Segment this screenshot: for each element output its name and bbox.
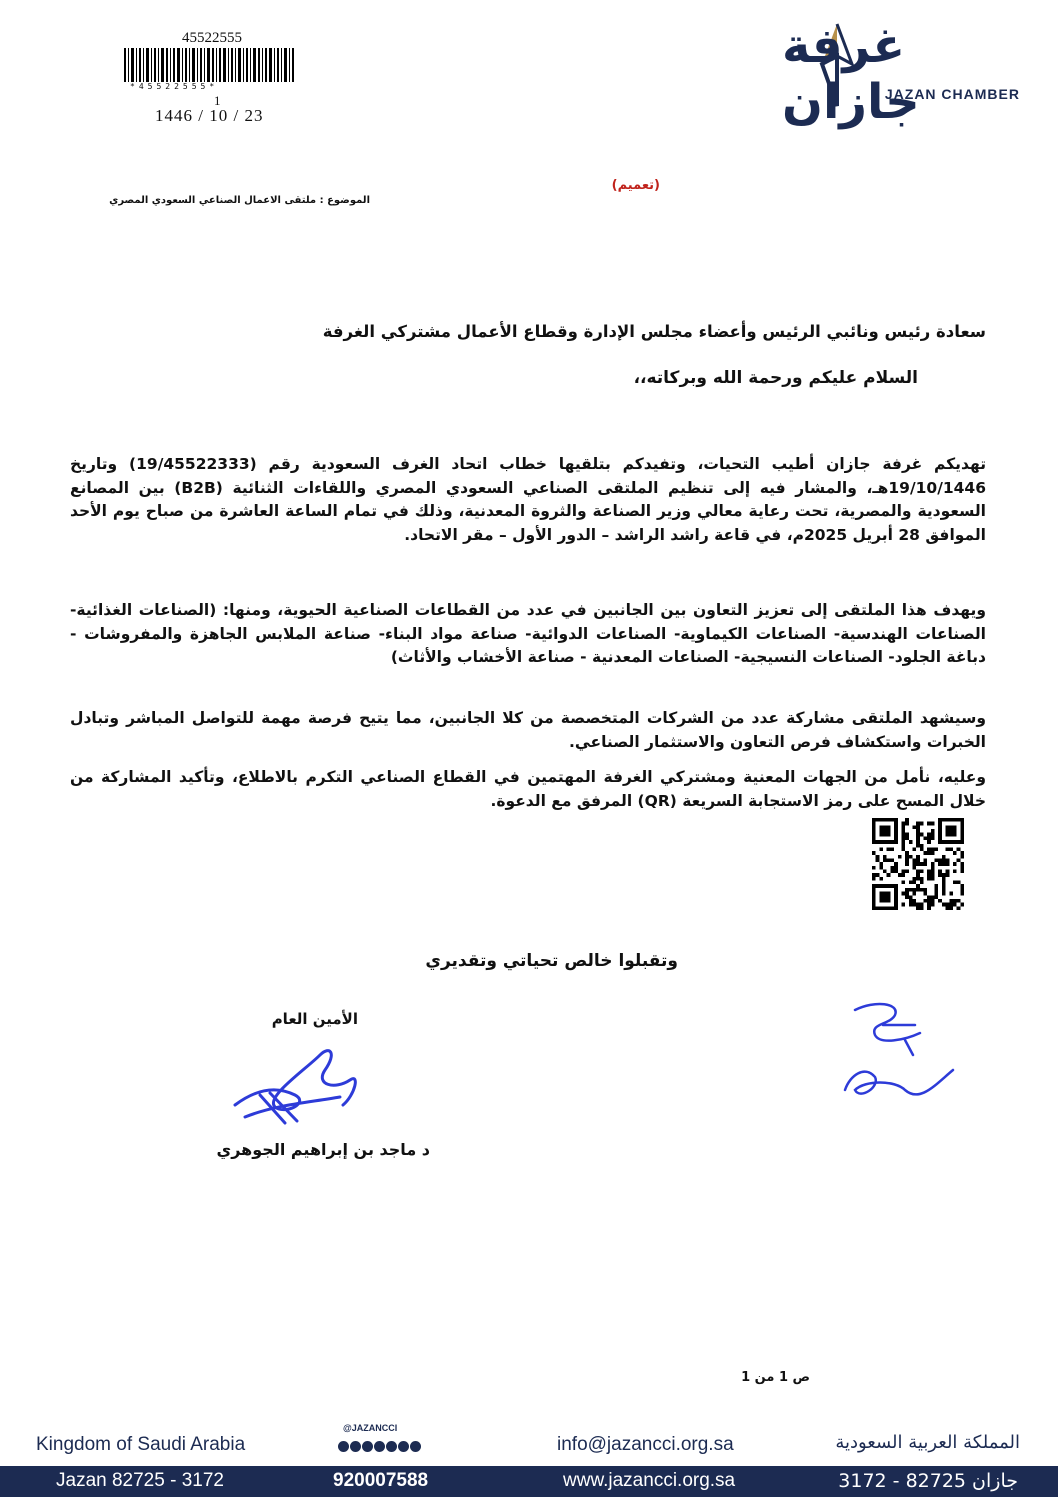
hijri-date: 1446 / 10 / 23 [155, 106, 264, 125]
footer-phone[interactable]: 920007588 [333, 1470, 429, 1491]
body-paragraph: تهديكم غرفة جازان أطيب التحيات، وتفيدكم بتلقيها خطاب اتحاد الغرف السعودية رقم (19/45522333) وتاريخ 19/10/1446هـ، والمشار فيه إلى تنظيم الملتقى الصناعي السعودي المصري واللقاءات الثنائية (B2B) بين المصانع السعودية والمصرية، تحت رعاية معالي وزير الصناعة والثروة المعدنية، وذلك في تمام الساعة العاشرة من صباح يوم الأحد الموافق 28 أبريل 2025م، في قاعة راشد الراشد – الدور الأول – مقر الاتحاد. [70, 455, 987, 544]
qr-code-icon[interactable] [872, 818, 964, 910]
circular-label: (تعميم) [611, 178, 660, 193]
barcode-digits: *45522555* [130, 82, 219, 91]
logo-english-text: JAZAN CHAMBER [884, 86, 1020, 102]
footer-zip-en: Jazan 82725 - 3172 [56, 1470, 224, 1491]
recipient-line: سعادة رئيس ونائبي الرئيس وأعضاء مجلس الإدارة وقطاع الأعمال مشتركي الغرفة [322, 322, 986, 341]
signatory-name: د ماجد بن إبراهيم الجوهري [216, 1140, 430, 1159]
initials-icon [825, 995, 975, 1110]
closing-line: وتقبلوا خالص تحياتي وتقديري [425, 951, 678, 971]
footer-website[interactable]: www.jazancci.org.sa [563, 1470, 736, 1491]
signatory-title: الأمين العام [271, 1010, 358, 1028]
social-icon[interactable] [386, 1441, 397, 1452]
copy-number: 1 [214, 93, 221, 108]
social-handle[interactable]: @JAZANCCI [343, 1423, 398, 1433]
social-icons[interactable] [338, 1437, 434, 1451]
social-icon[interactable] [362, 1441, 373, 1452]
footer-country-en: Kingdom of Saudi Arabia [36, 1434, 246, 1455]
footer-email[interactable]: info@jazancci.org.sa [557, 1434, 734, 1455]
social-icon[interactable] [350, 1441, 361, 1452]
greeting-line: السلام عليكم ورحمة الله وبركاته،، [633, 368, 918, 388]
page-number: ص 1 من 1 [741, 1370, 810, 1385]
social-icon[interactable] [374, 1441, 385, 1452]
footer-band [0, 1466, 1058, 1497]
social-icon[interactable] [398, 1441, 409, 1452]
footer-country-ar: المملكة العربية السعودية [835, 1432, 1020, 1453]
subject-line: الموضوع : ملتقى الاعمال الصناعي السعودي المصري [109, 195, 370, 206]
footer-zip-ar: جازان 82725 - 3172 [838, 1470, 1018, 1492]
social-icon[interactable] [410, 1441, 421, 1452]
reference-number: 45522555 [182, 30, 242, 46]
signature-icon [215, 1035, 375, 1140]
body-paragraph: ويهدف هذا الملتقى إلى تعزيز التعاون بين الجانبين في عدد من القطاعات الصناعية الحيوية، ومنها: (الصناعات الغذائية- الصناعات الهندسية- الصناعات الكيماوية- الصناعات الدوائية- صناعة مواد البناء- صناعة الملابس الجاهزة والمفروشات - دباغة الجلود- الصناعات النسيجية- الصناعات المعدنية - صناعة الأخشاب والأثاث) [70, 601, 986, 666]
social-icon[interactable] [338, 1441, 349, 1452]
barcode-icon [124, 48, 296, 82]
body-paragraph: وسيشهد الملتقى مشاركة عدد من الشركات المتخصصة من كلا الجانبين، مما يتيح فرصة مهمة للتواصل المباشر وتبادل الخبرات واستكشاف فرص التعاون والاستثمار الصناعي. [70, 709, 986, 751]
chamber-logo [782, 16, 1022, 130]
body-paragraph: وعليه، نأمل من الجهات المعنية ومشتركي الغرفة المهتمين في القطاع الصناعي التكرم بالاطلاع، وتأكيد المشاركة من خلال المسح على رمز الاستجابة السريعة (QR) المرفق مع الدعوة. [70, 768, 986, 810]
logo-arabic-text: غرفة جازان [782, 18, 920, 130]
